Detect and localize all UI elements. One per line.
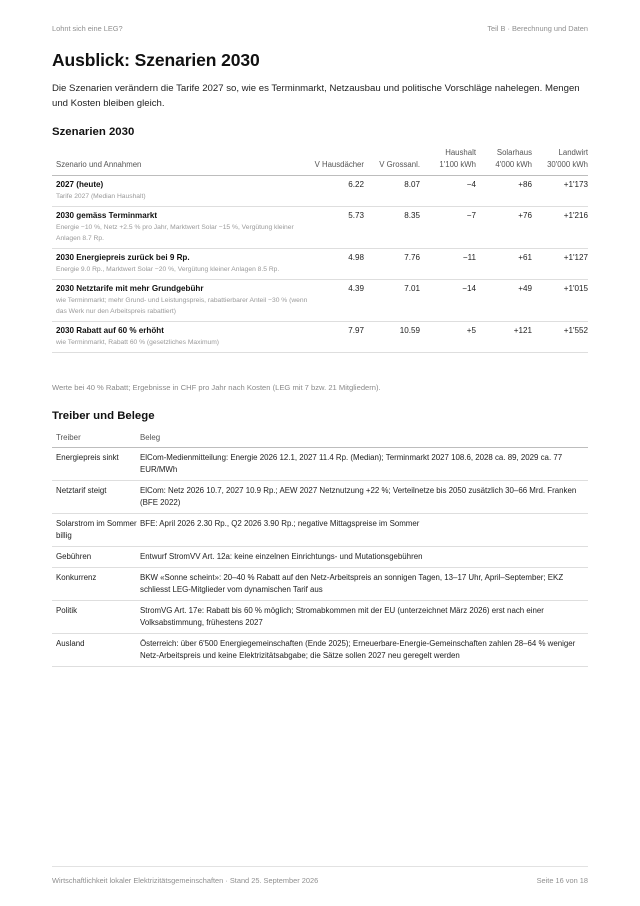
evidence-cell: ElCom-Medienmitteilung: Energie 2026 12.1, 2027 11.4 Rp. (Median); Terminmarkt 2027 108.6, 2028 ca. 89, 2029 ca. 77 EUR/MWh (140, 448, 588, 481)
table-row (52, 547, 588, 568)
col-header-v-grossanlagen: V Grossanl. (364, 147, 420, 176)
v-grossanlagen-cell: 7.01 (364, 280, 420, 322)
v-grossanlagen-cell: 8.35 (364, 207, 420, 249)
document-page (52, 0, 588, 906)
scenario-title: 2030 Netztarife mit mehr Grundgebühr (56, 284, 204, 293)
header-document-title: Lohnt sich eine LEG? (52, 24, 123, 33)
driver-cell: Solarstrom im Sommer billig (52, 514, 140, 547)
scenario-assumptions: Energie −10 %, Netz +2.5 % pro Jahr, Marktwert Solar −15 %, Vergütung kleiner Anlagen 8.7 Rp. (56, 224, 294, 242)
col-header-evidence: Beleg (140, 432, 588, 448)
solarhaus-cell: +61 (476, 249, 532, 280)
driver-cell: Gebühren (52, 547, 140, 568)
driver-cell: Netztarif steigt (52, 481, 140, 514)
driver-cell: Konkurrenz (52, 568, 140, 601)
intro-paragraph: Die Szenarien verändern die Tarife 2027 so, wie es Terminmarkt, Netzausbau und politische Vorschläge nahelegen. Mengen und Kosten bleiben gleich. (52, 83, 580, 109)
table-row (52, 634, 588, 667)
running-footer (52, 866, 588, 887)
evidence-cell: BFE: April 2026 2.30 Rp., Q2 2026 3.90 Rp.; negative Mittagspreise im Sommer (140, 514, 588, 547)
haushalt-cell: +5 (420, 322, 476, 353)
v-hausdaecher-cell: 5.73 (308, 207, 364, 249)
scenario-title: 2030 Energiepreis zurück bei 9 Rp. (56, 253, 190, 262)
running-header (52, 24, 588, 36)
haushalt-cell: −14 (420, 280, 476, 322)
table-row (52, 514, 588, 547)
solarhaus-cell: +49 (476, 280, 532, 322)
solarhaus-cell: +86 (476, 176, 532, 207)
evidence-cell: ElCom: Netz 2026 10.7, 2027 10.9 Rp.; AEW 2027 Netznutzung +22 %; Verteilnetze bis 2050 zusätzlich 30–66 Mrd. Franken (BFE 2022) (140, 481, 588, 514)
haushalt-cell: −7 (420, 207, 476, 249)
v-hausdaecher-cell: 4.39 (308, 280, 364, 322)
solarhaus-cell: +76 (476, 207, 532, 249)
landwirt-cell: +1'216 (532, 207, 588, 249)
scenarios-header-row (52, 147, 588, 176)
solarhaus-cell: +121 (476, 322, 532, 353)
table-row (52, 280, 588, 322)
scenarios-table-note: Werte bei 40 % Rabatt; Ergebnisse in CHF pro Jahr nach Kosten (LEG mit 7 bzw. 21 Mitgliedern). (52, 383, 381, 392)
table-row (52, 568, 588, 601)
header-section-label: Teil B · Berechnung und Daten (487, 24, 588, 33)
col-header-solarhaus-line1: Solarhaus (496, 148, 532, 157)
col-header-solarhaus-line2: 4'000 kWh (495, 160, 532, 169)
footer-document-info: Wirtschaftlichkeit lokaler Elektrizitätsgemeinschaften · Stand 25. September 2026 (52, 876, 319, 885)
table-row (52, 448, 588, 481)
drivers-table (52, 432, 588, 667)
scenario-title: 2027 (heute) (56, 180, 104, 189)
landwirt-cell: +1'173 (532, 176, 588, 207)
haushalt-cell: −11 (420, 249, 476, 280)
driver-cell: Ausland (52, 634, 140, 667)
col-header-v-hausdaecher: V Hausdächer (308, 147, 364, 176)
landwirt-cell: +1'127 (532, 249, 588, 280)
scenario-assumptions: Tarife 2027 (Median Haushalt) (56, 193, 146, 200)
v-grossanlagen-cell: 7.76 (364, 249, 420, 280)
driver-cell: Politik (52, 601, 140, 634)
scenarios-table (52, 147, 588, 353)
landwirt-cell: +1'015 (532, 280, 588, 322)
evidence-cell: StromVG Art. 17e: Rabatt bis 60 % möglich; Stromabkommen mit der EU (unterzeichnet März 2026) erst nach einer Volksabstimmung, frühestens 2027 (140, 601, 588, 634)
col-header-haushalt-line1: Haushalt (445, 148, 476, 157)
scenario-title: 2030 Rabatt auf 60 % erhöht (56, 326, 164, 335)
col-header-haushalt (420, 147, 476, 176)
v-grossanlagen-cell: 10.59 (364, 322, 420, 353)
col-header-scenario: Szenario und Annahmen (52, 147, 308, 176)
table-row (52, 249, 588, 280)
v-hausdaecher-cell: 7.97 (308, 322, 364, 353)
haushalt-cell: −4 (420, 176, 476, 207)
col-header-solarhaus (476, 147, 532, 176)
table-row (52, 601, 588, 634)
col-header-haushalt-line2: 1'100 kWh (439, 160, 476, 169)
table-row (52, 207, 588, 249)
scenario-cell (52, 207, 308, 249)
scenario-cell (52, 249, 308, 280)
v-grossanlagen-cell: 8.07 (364, 176, 420, 207)
drivers-header-row (52, 432, 588, 448)
scenario-cell (52, 280, 308, 322)
scenario-cell (52, 176, 308, 207)
v-hausdaecher-cell: 4.98 (308, 249, 364, 280)
table-row (52, 322, 588, 353)
landwirt-cell: +1'552 (532, 322, 588, 353)
page-title: Ausblick: Szenarien 2030 (52, 50, 260, 70)
scenario-title: 2030 gemäss Terminmarkt (56, 211, 158, 220)
scenarios-heading: Szenarien 2030 (52, 126, 135, 138)
table-row (52, 176, 588, 207)
col-header-landwirt-line1: Landwirt (558, 148, 588, 157)
drivers-heading: Treiber und Belege (52, 410, 155, 422)
scenario-assumptions: Energie 9.0 Rp., Marktwert Solar −20 %, Vergütung kleiner Anlagen 8.5 Rp. (56, 266, 280, 273)
table-row (52, 481, 588, 514)
col-header-landwirt (532, 147, 588, 176)
scenario-assumptions: wie Terminmarkt, Rabatt 60 % (gesetzliches Maximum) (56, 339, 220, 346)
driver-cell: Energiepreis sinkt (52, 448, 140, 481)
page-number: Seite 16 von 18 (536, 876, 588, 885)
evidence-cell: Entwurf StromVV Art. 12a: keine einzelnen Einrichtungs- und Mutationsgebühren (140, 547, 588, 568)
v-hausdaecher-cell: 6.22 (308, 176, 364, 207)
scenario-assumptions: wie Terminmarkt; mehr Grund- und Leistungspreis, rabattierbarer Anteil −30 % (wenn das Werk nur den Arbeitspreis rabattiert) (56, 297, 308, 315)
col-header-landwirt-line2: 30'000 kWh (547, 160, 588, 169)
evidence-cell: BKW «Sonne scheint»: 20–40 % Rabatt auf den Netz-Arbeitspreis an sonnigen Tagen, 13–17 Uhr, April–September; EKZ schliesst LEG-Mitglieder vom dynamischen Tarif aus (140, 568, 588, 601)
scenario-cell (52, 322, 308, 353)
evidence-cell: Österreich: über 6'500 Energiegemeinschaften (Ende 2025); Erneuerbare-Energie-Gemeinschaften zahlen 28–64 % weniger Netz-Arbeitspreis und keine Elektrizitätsabgabe; die Sätze sollen 2027 neu geregelt werden (140, 634, 588, 667)
col-header-driver: Treiber (52, 432, 140, 448)
